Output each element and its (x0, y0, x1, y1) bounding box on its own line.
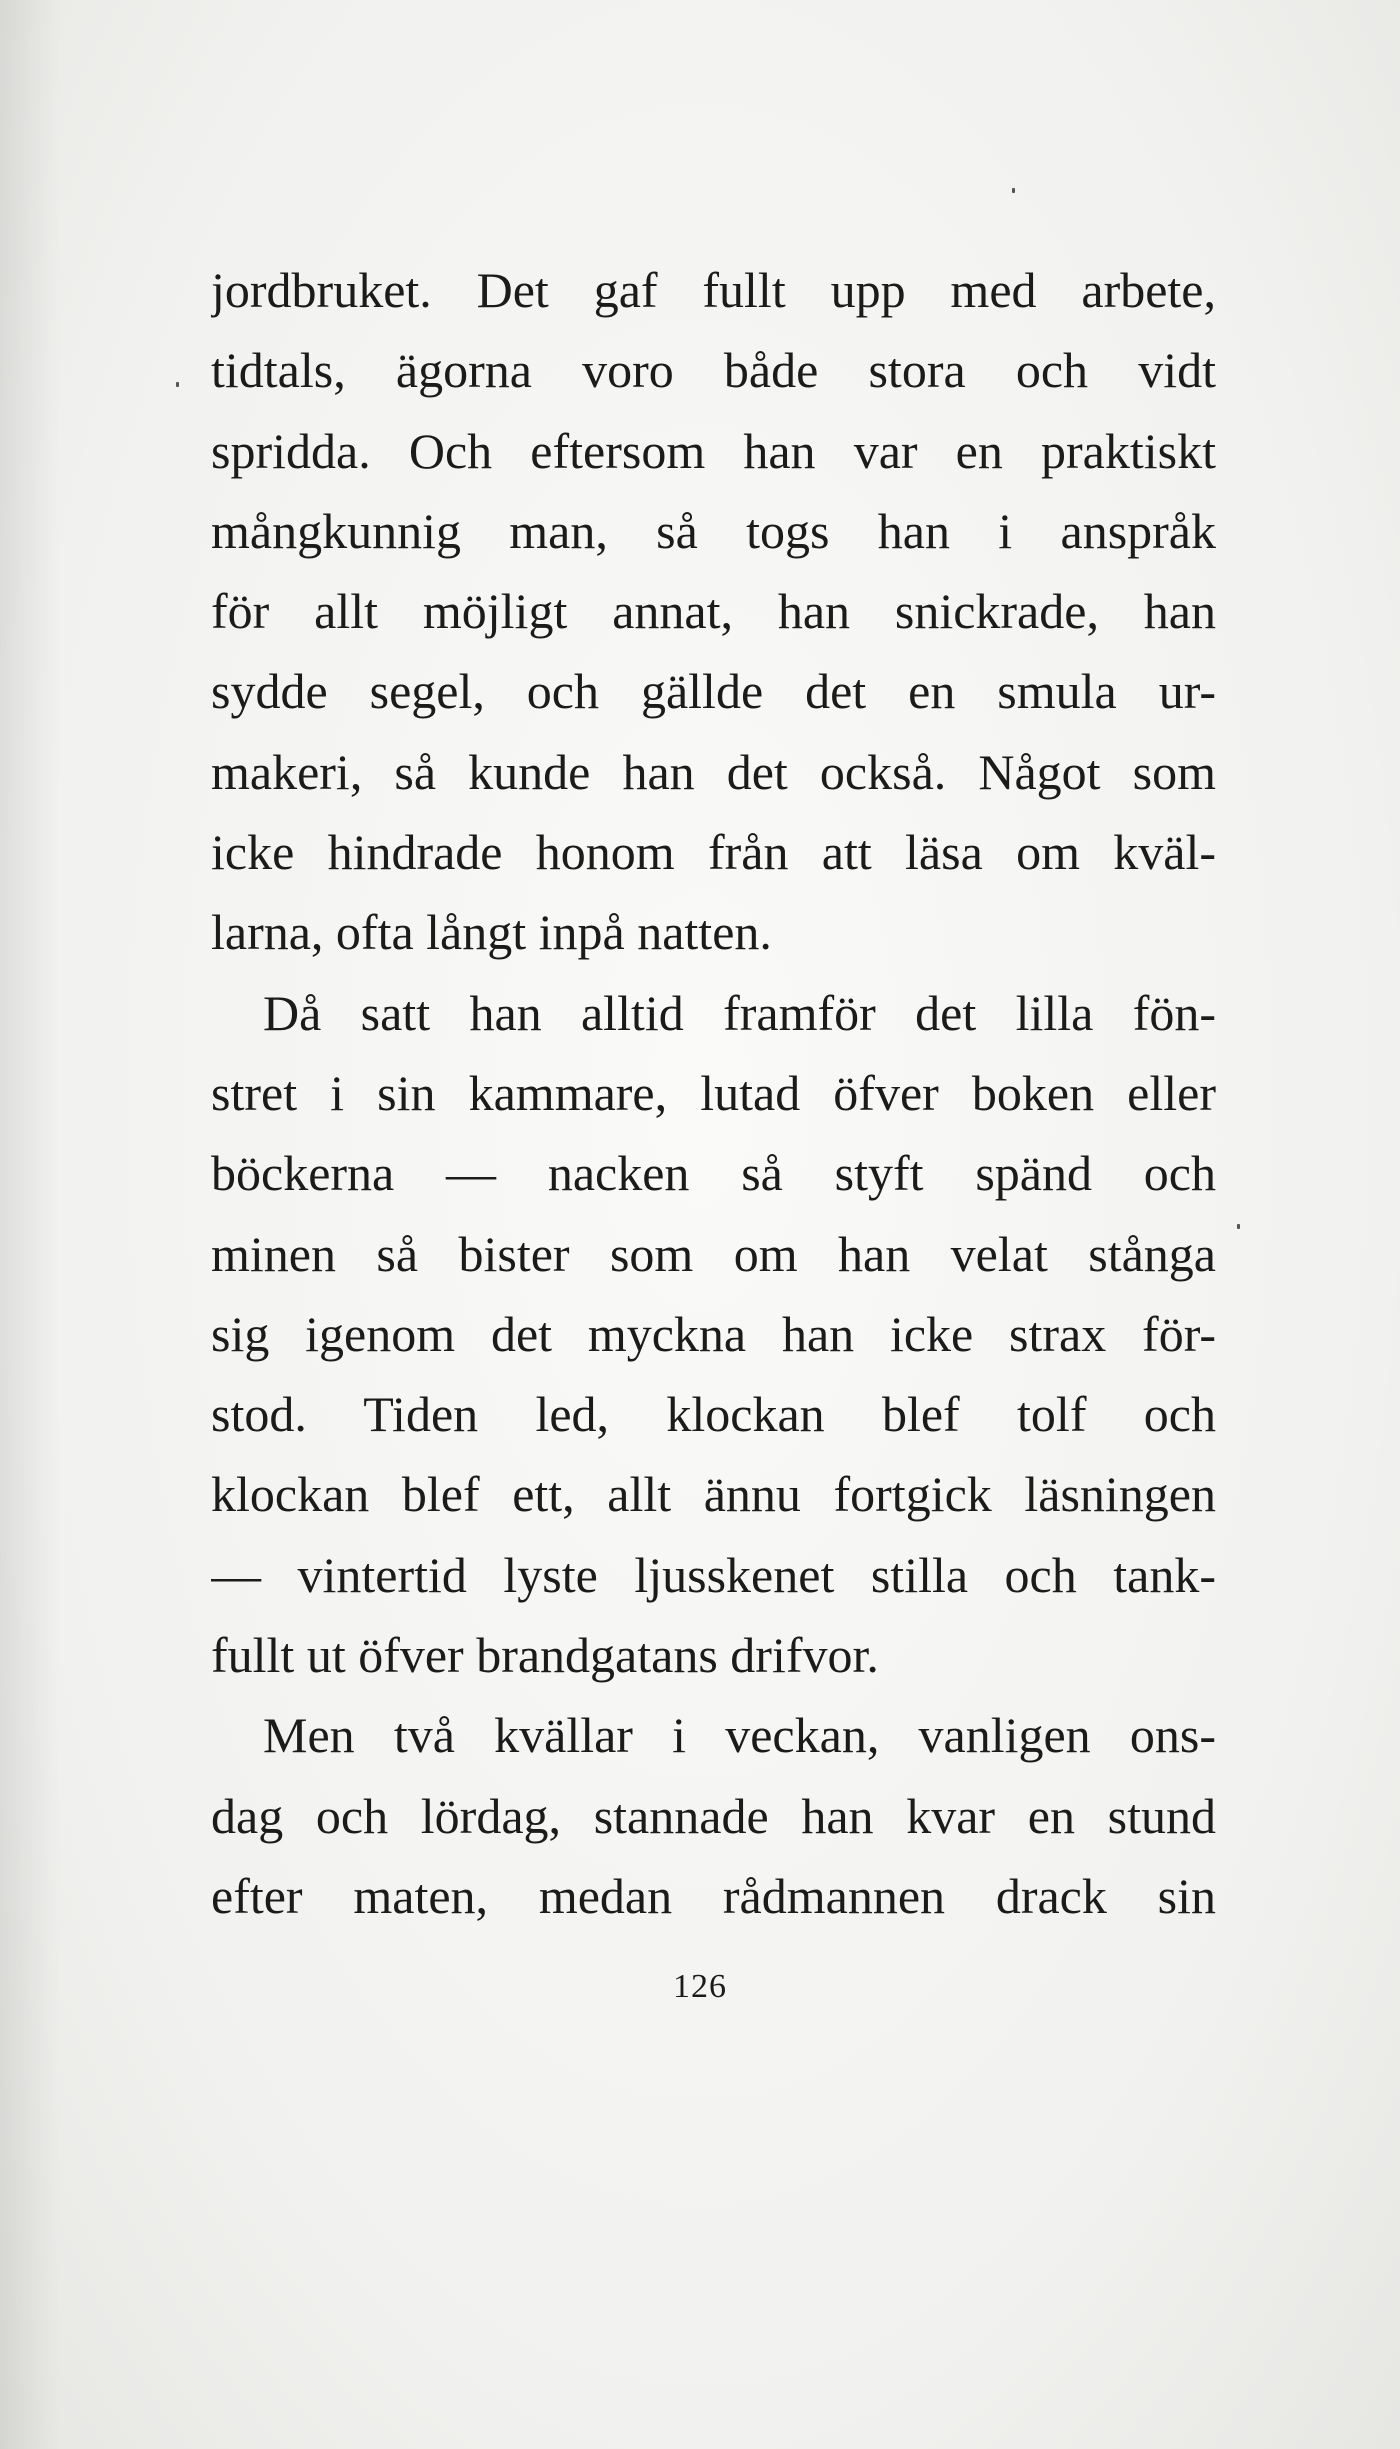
text-line: dag och lördag, stannade han kvar en stund (211, 1787, 1216, 1844)
text-line: för allt möjligt annat, han snickrade, han (211, 583, 1216, 640)
text-line: sig igenom det myckna han icke strax för- (211, 1305, 1216, 1362)
body-text (211, 250, 1216, 1936)
text-line: — vintertid lyste ljusskenet stilla och tank- (211, 1546, 1216, 1603)
text-line: minen så bister som om han velat stånga (211, 1225, 1216, 1282)
text-line: stod. Tiden led, klockan blef tolf och (211, 1386, 1216, 1443)
print-speck (1012, 188, 1015, 193)
text-line: stret i sin kammare, lutad öfver boken eller (211, 1064, 1216, 1121)
text-line: larna, ofta långt inpå natten. (211, 904, 772, 961)
text-line: spridda. Och eftersom han var en praktiskt (211, 422, 1216, 479)
print-speck (1237, 1224, 1240, 1229)
text-line: Men två kvällar i veckan, vanligen ons- (263, 1707, 1216, 1764)
page-number: 126 (673, 1968, 727, 2005)
text-line: tidtals, ägorna voro både stora och vidt (211, 342, 1216, 399)
print-speck (176, 382, 179, 387)
text-line: efter maten, medan rådmannen drack sin (211, 1867, 1216, 1924)
text-line: makeri, så kunde han det också. Något som (211, 743, 1216, 800)
text-line: icke hindrade honom från att läsa om kväl- (211, 824, 1216, 881)
text-line: jordbruket. Det gaf fullt upp med arbete, (211, 262, 1216, 318)
page-edge-shadow (0, 0, 60, 2449)
text-line: böckerna — nacken så styft spänd och (211, 1145, 1216, 1202)
text-line: fullt ut öfver brandgatans drifvor. (211, 1627, 879, 1684)
text-line: sydde segel, och gällde det en smula ur- (211, 663, 1216, 720)
text-line: klockan blef ett, allt ännu fortgick läsningen (211, 1466, 1216, 1523)
text-line: Då satt han alltid framför det lilla fön- (263, 984, 1216, 1041)
text-line: mångkunnig man, så togs han i anspråk (211, 502, 1216, 559)
